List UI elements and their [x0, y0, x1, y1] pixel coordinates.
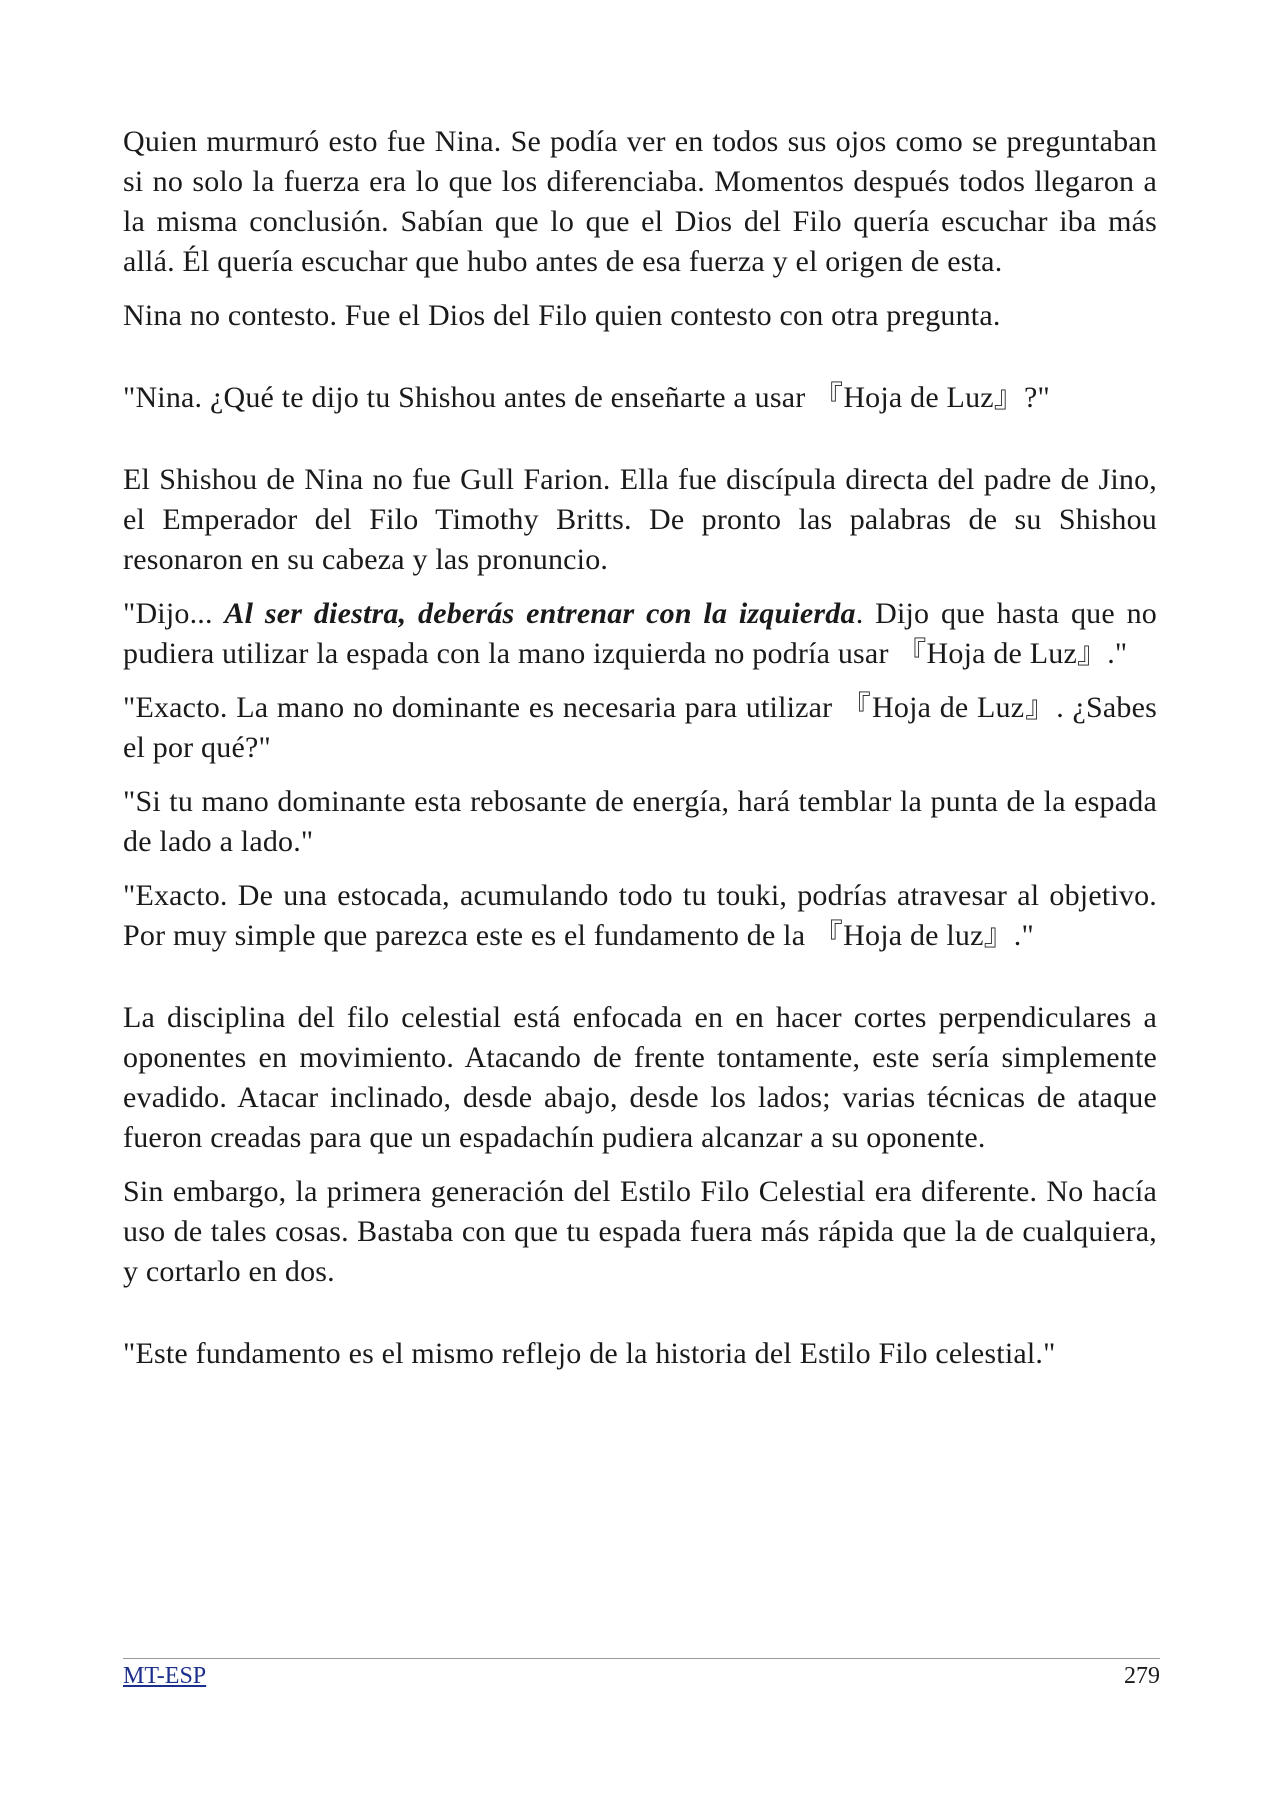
paragraph-5-emphasis: Al ser diestra, deberás entrenar con la izquierda: [224, 597, 856, 630]
paragraph-5-before: "Dijo...: [123, 597, 225, 630]
paragraph-1: Quien murmuró esto fue Nina. Se podía ver en todos sus ojos como se preguntaban si no solo la fuerza era lo que los diferenciaba. Momentos después todos llegaron a la misma conclusión. Sabían que lo que el Dios del Filo quería escuchar iba más allá. Él quería escuchar que hubo antes de esa fuerza y el origen de esta.: [123, 125, 1157, 278]
paragraph-3-dialogue: "Nina. ¿Qué te dijo tu Shishou antes de enseñarte a usar 『Hoja de Luz』?": [123, 381, 1050, 414]
paragraph-7-dialogue: "Si tu mano dominante esta rebosante de energía, hará temblar la punta de la espada de lado a lado.": [123, 785, 1157, 858]
paragraph-4: El Shishou de Nina no fue Gull Farion. Ella fue discípula directa del padre de Jino, el Emperador del Filo Timothy Britts. De pronto las palabras de su Shishou resonaron en su cabeza y las pronuncio.: [123, 463, 1157, 576]
paragraph-5-dialogue: [123, 594, 1157, 674]
paragraph-6-dialogue: "Exacto. La mano no dominante es necesaria para utilizar 『Hoja de Luz』. ¿Sabes el por qué?": [123, 691, 1157, 764]
paragraph-11-dialogue: "Este fundamento es el mismo reflejo de la historia del Estilo Filo celestial.": [123, 1337, 1056, 1370]
paragraph-2: Nina no contesto. Fue el Dios del Filo quien contesto con otra pregunta.: [123, 299, 1001, 332]
paragraph-5-after: . Dijo que hasta que no pudiera utilizar la espada con la mano izquierda no podría usar 『Hoja de Luz』.": [123, 597, 1157, 670]
document-body: [123, 122, 1157, 1374]
footer-link[interactable]: MT-ESP: [123, 1663, 207, 1689]
paragraph-9: La disciplina del filo celestial está enfocada en en hacer cortes perpendiculares a oponentes en movimiento. Atacando de frente tontamente, este sería simplemente evadido. Atacar inclinado, desde abajo, desde los lados; varias técnicas de ataque fueron creadas para que un espadachín pudiera alcanzar a su oponente.: [123, 1001, 1157, 1154]
page-footer: [123, 1658, 1160, 1689]
paragraph-8-dialogue: "Exacto. De una estocada, acumulando todo tu touki, podrías atravesar al objetivo. Por muy simple que parezca este es el fundamento de la 『Hoja de luz』.": [123, 879, 1157, 952]
page-number: 279: [1124, 1663, 1160, 1689]
paragraph-10: Sin embargo, la primera generación del Estilo Filo Celestial era diferente. No hacía uso de tales cosas. Bastaba con que tu espada fuera más rápida que la de cualquiera, y cortarlo en dos.: [123, 1175, 1157, 1288]
